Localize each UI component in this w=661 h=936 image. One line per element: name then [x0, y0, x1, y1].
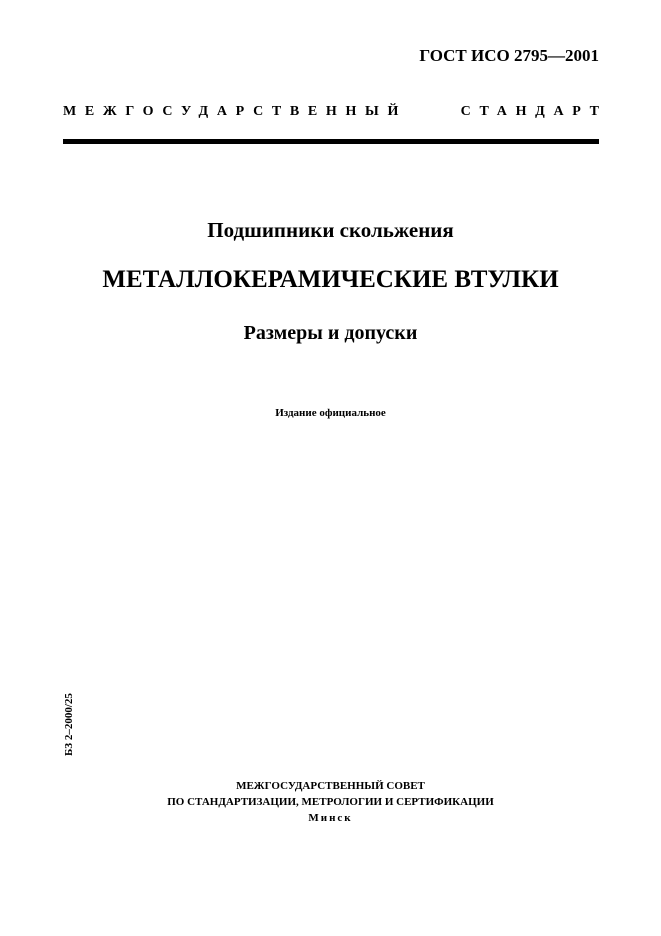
publisher-line-2: ПО СТАНДАРТИЗАЦИИ, МЕТРОЛОГИИ И СЕРТИФИКАЦИИ — [167, 796, 494, 808]
document-subtitle: Размеры и допуски — [243, 322, 418, 344]
banner-word-interstate: МЕЖГОСУДАРСТВЕННЫЙ — [63, 104, 408, 119]
publisher-block — [0, 778, 661, 826]
standard-type-banner — [63, 104, 608, 120]
standard-number: ГОСТ ИСО 2795—2001 — [419, 46, 599, 65]
side-index-code: БЗ 2–2000/25 — [63, 693, 75, 756]
header-divider — [63, 139, 599, 144]
banner-word-standard: СТАНДАРТ — [460, 104, 608, 119]
publisher-line-1: МЕЖГОСУДАРСТВЕННЫЙ СОВЕТ — [236, 780, 425, 792]
document-title: МЕТАЛЛОКЕРАМИЧЕСКИЕ ВТУЛКИ — [102, 266, 559, 293]
edition-note: Издание официальное — [275, 407, 386, 419]
document-subject: Подшипники скольжения — [207, 218, 454, 242]
publisher-city: Минск — [308, 812, 353, 824]
